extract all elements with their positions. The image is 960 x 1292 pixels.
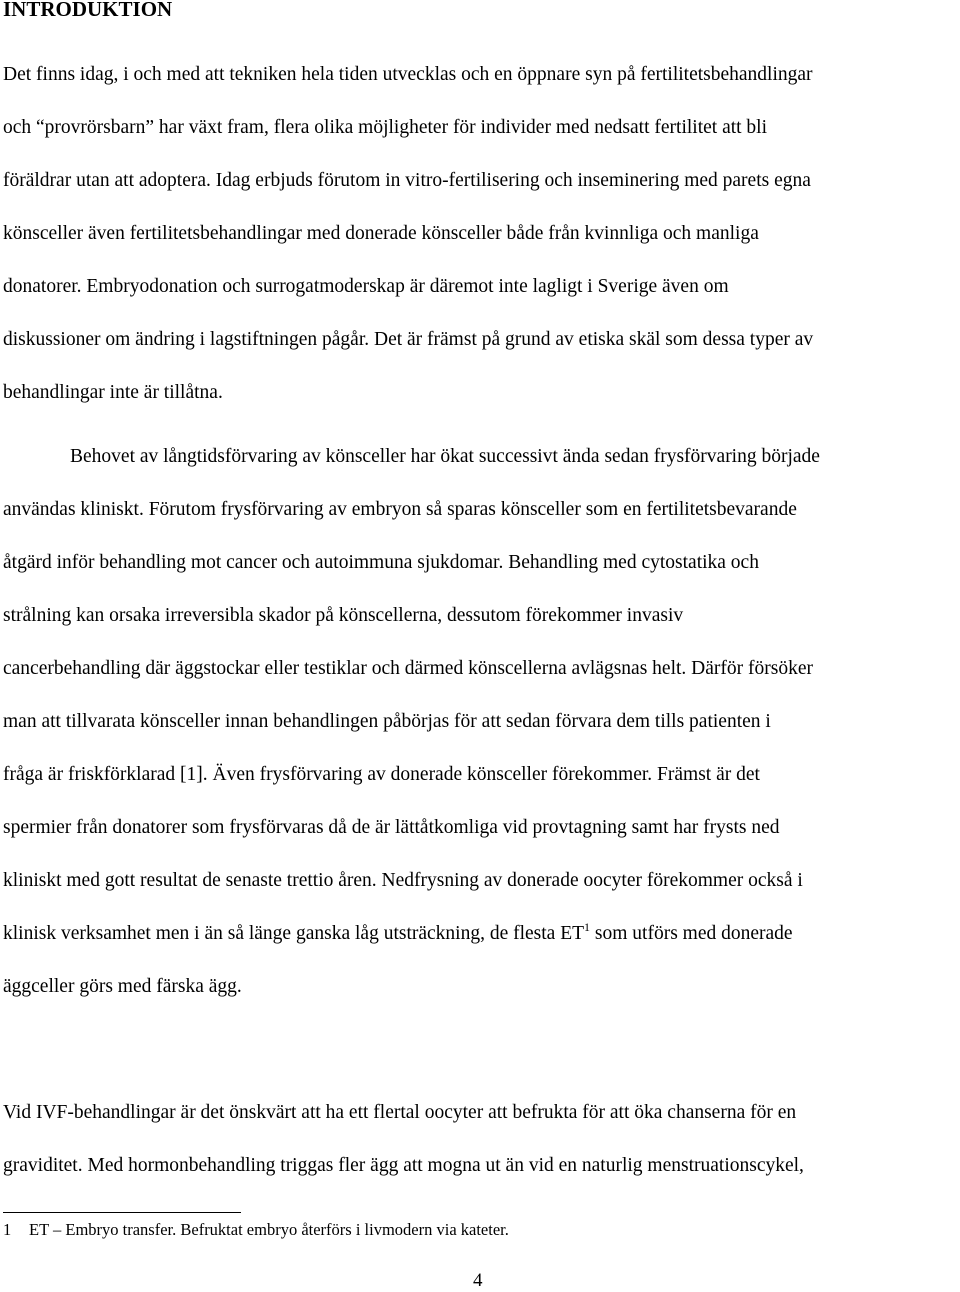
footnote-text: ET – Embryo transfer. Befruktat embryo återförs i livmodern via kateter. [29, 1220, 509, 1239]
paragraph-line: åtgärd inför behandling mot cancer och autoimmuna sjukdomar. Behandling med cytostatika och [3, 552, 759, 573]
paragraph-line: föräldrar utan att adoptera. Idag erbjuds förutom in vitro-fertilisering och inseminering med parets egna [3, 170, 811, 191]
paragraph-line: diskussioner om ändring i lagstiftningen pågår. Det är främst på grund av etiska skäl som dessa typer av [3, 329, 814, 350]
footnote [3, 1219, 509, 1241]
paragraph-line: äggceller görs med färska ägg. [3, 976, 242, 997]
page-number: 4 [473, 1270, 483, 1291]
paragraph-line: graviditet. Med hormonbehandling triggas fler ägg att mogna ut än vid en naturlig menstruationscykel, [3, 1155, 804, 1176]
paragraph-line: kliniskt med gott resultat de senaste trettio åren. Nedfrysning av donerade oocyter förekommer också i [3, 870, 803, 891]
paragraph-line: donatorer. Embryodonation och surrogatmoderskap är däremot inte lagligt i Sverige även om [3, 276, 729, 297]
paragraph-3 [3, 1086, 955, 1192]
paragraph-line: Vid IVF-behandlingar är det önskvärt att ha ett flertal oocyter att befrukta för att öka chanserna för en [3, 1102, 797, 1123]
line-text: som utförs med donerade [590, 923, 793, 944]
paragraph-line: Behovet av långtidsförvaring av könsceller har ökat successivt ända sedan frysförvaring började [70, 446, 820, 467]
paragraph-line: Det finns idag, i och med att tekniken hela tiden utvecklas och en öppnare syn på fertilitetsbehandlingar [3, 64, 813, 85]
footnote-divider [3, 1212, 241, 1213]
paragraph-2 [3, 430, 955, 1013]
paragraph-line: användas kliniskt. Förutom frysförvaring av embryon så sparas könsceller som en fertilitetsbevarande [3, 499, 797, 520]
line-text: klinisk verksamhet men i än så länge ganska låg utsträckning, de flesta ET [3, 923, 585, 944]
paragraph-line-with-footnote-ref [3, 907, 955, 960]
paragraph-line: och “provrörsbarn” har växt fram, flera olika möjligheter för individer med nedsatt fertilitet att bli [3, 117, 768, 138]
footnote-number: 1 [3, 1220, 12, 1239]
paragraph-line: behandlingar inte är tillåtna. [3, 382, 223, 403]
paragraph-line: strålning kan orsaka irreversibla skador på könscellerna, dessutom förekommer invasiv [3, 605, 684, 626]
paragraph-line: fråga är friskförklarad [1]. Även frysförvaring av donerade könsceller förekommer. Främst är det [3, 764, 760, 785]
footnote-reference[interactable]: 1 [584, 920, 591, 934]
section-heading: INTRODUKTION [3, 0, 173, 21]
paragraph-line: man att tillvarata könsceller innan behandlingen påbörjas för att sedan förvara dem tills patienten i [3, 711, 771, 732]
paragraph-1 [3, 48, 955, 419]
paragraph-line: spermier från donatorer som frysförvaras då de är lättåtkomliga vid provtagning samt har frysts ned [3, 817, 780, 838]
paragraph-line: cancerbehandling där äggstockar eller testiklar och därmed könscellerna avlägsnas helt. Därför försöker [3, 658, 813, 679]
paragraph-line: könsceller även fertilitetsbehandlingar med donerade könsceller både från kvinnliga och manliga [3, 223, 759, 244]
